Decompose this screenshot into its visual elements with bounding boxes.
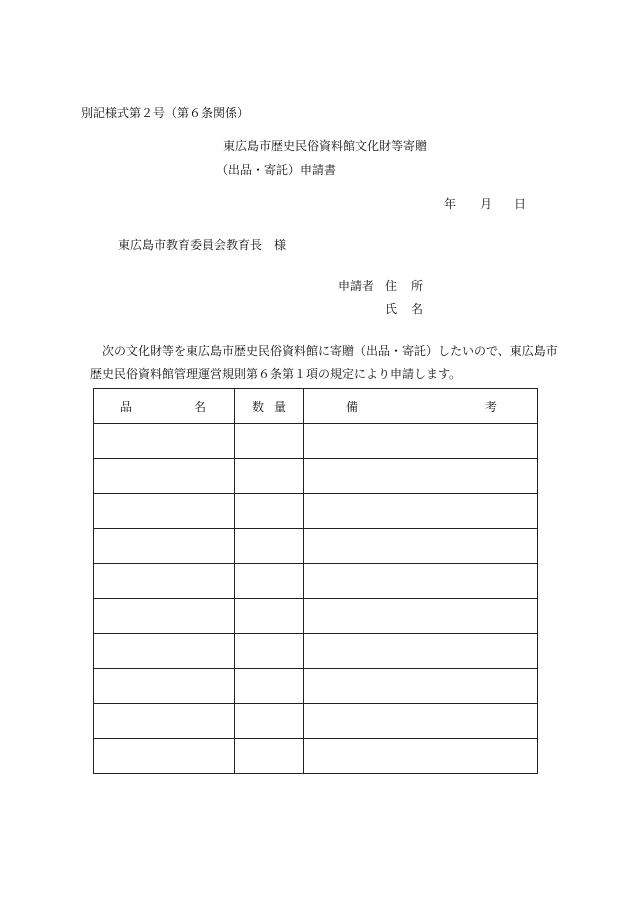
cell-item-name[interactable] [94,564,235,599]
table-row [94,424,538,459]
cell-item-name[interactable] [94,634,235,669]
header-quantity-char1: 数 [252,399,265,414]
header-item-name-char1: 品 [120,399,133,414]
document-title-line1: 東広島市歴史民俗資料館文化財等寄贈 [223,139,428,153]
cell-remarks[interactable] [304,704,538,739]
date-year-label: 年 [444,197,457,211]
cell-remarks[interactable] [304,424,538,459]
table-header-row [94,389,538,424]
table-row [94,704,538,739]
date-month-label: 月 [480,197,493,211]
cell-item-name[interactable] [94,529,235,564]
item-table [93,388,538,774]
cell-item-name[interactable] [94,494,235,529]
date-day-label: 日 [514,197,527,211]
header-item-name [94,389,235,424]
table-row [94,739,538,774]
cell-remarks[interactable] [304,459,538,494]
header-quantity [235,389,304,424]
cell-quantity[interactable] [235,564,304,599]
cell-item-name[interactable] [94,669,235,704]
application-body: 次の文化財等を東広島市歴史民俗資料館に寄贈（出品・寄託）したいので、東広島市歴史民俗資料館管理運営規則第６条第１項の規定により申請します。 [90,344,558,381]
table-row [94,669,538,704]
table-body [94,424,538,774]
table-row [94,459,538,494]
cell-item-name[interactable] [94,599,235,634]
table-row [94,634,538,669]
document-title-line2: （出品・寄託）申請書 [216,163,337,177]
cell-remarks[interactable] [304,669,538,704]
cell-quantity[interactable] [235,739,304,774]
header-quantity-char2: 量 [273,399,286,414]
table-row [94,529,538,564]
cell-remarks[interactable] [304,634,538,669]
cell-quantity[interactable] [235,529,304,564]
cell-item-name[interactable] [94,459,235,494]
cell-quantity[interactable] [235,424,304,459]
cell-item-name[interactable] [94,424,235,459]
address-label: 住所 [385,279,438,293]
header-remarks-char2: 考 [484,399,497,414]
recipient: 東広島市教育委員会教育長 様 [118,238,287,252]
cell-quantity[interactable] [235,494,304,529]
cell-item-name[interactable] [94,704,235,739]
cell-remarks[interactable] [304,739,538,774]
cell-item-name[interactable] [94,739,235,774]
table-row [94,599,538,634]
cell-quantity[interactable] [235,459,304,494]
cell-remarks[interactable] [304,529,538,564]
cell-quantity[interactable] [235,599,304,634]
table-row [94,564,538,599]
cell-remarks[interactable] [304,564,538,599]
name-label: 氏名 [385,302,438,316]
cell-quantity[interactable] [235,669,304,704]
cell-remarks[interactable] [304,599,538,634]
header-item-name-char2: 名 [193,399,206,414]
table-row [94,494,538,529]
header-remarks-char1: 備 [346,399,359,414]
form-reference: 別記様式第２号（第６条関係） [81,106,250,120]
applicant-label: 申請者 [338,279,375,293]
cell-quantity[interactable] [235,634,304,669]
header-remarks [304,389,538,424]
cell-quantity[interactable] [235,704,304,739]
cell-remarks[interactable] [304,494,538,529]
